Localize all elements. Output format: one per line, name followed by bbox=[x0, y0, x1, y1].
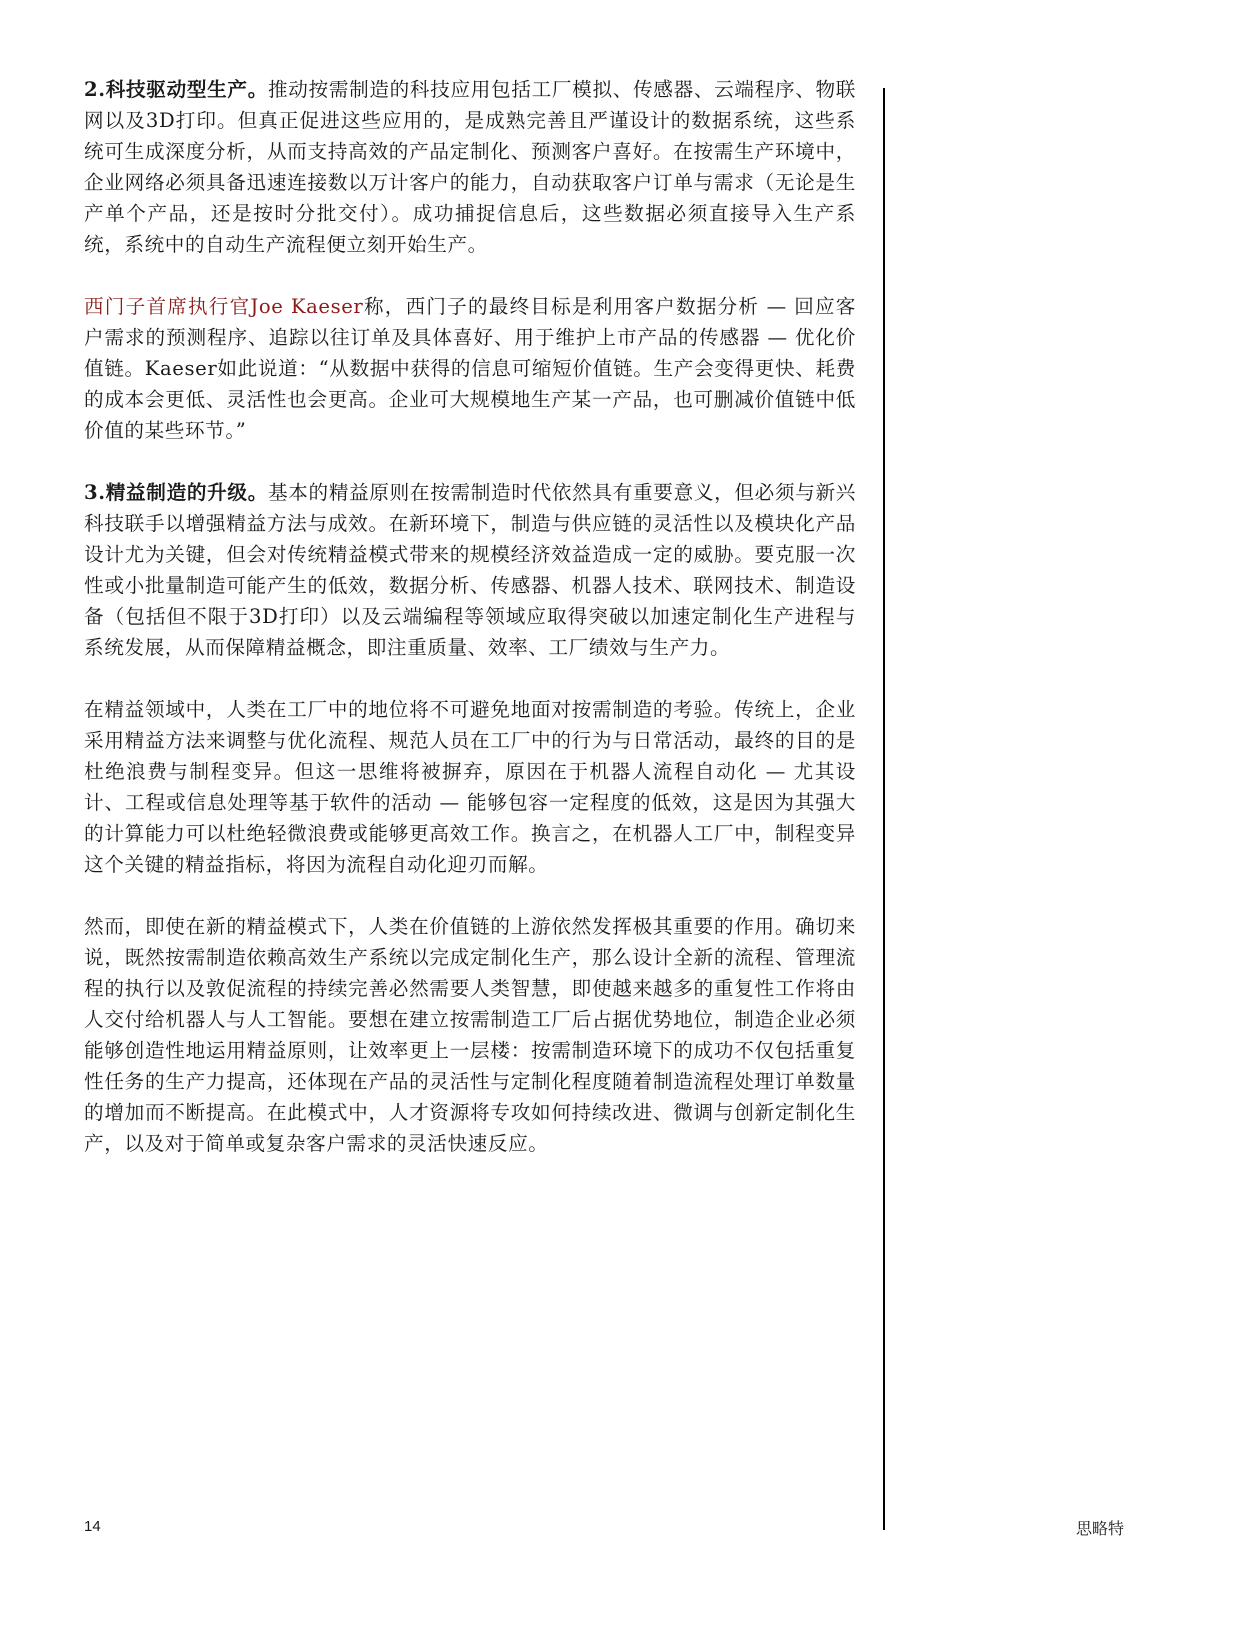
paragraph-text: 基本的精益原则在按需制造时代依然具有重要意义，但必须与新兴科技联手以增强精益方法与成效。在新环境下，制造与供应链的灵活性以及模块化产品设计尤为关键，但会对传统精益模式带来的规模经济效益造成一定的威胁。要克服一次性或小批量制造可能产生的低效，数据分析、传感器、机器人技术、联网技术、制造设备（包括但不限于3D打印）以及云端编程等领域应取得突破以加速定制化生产进程与系统发展，从而保障精益概念，即注重质量、效率、工厂绩效与生产力。 bbox=[84, 481, 856, 659]
section-heading-2: 2.科技驱动型生产。 bbox=[84, 78, 268, 101]
section-heading-3: 3.精益制造的升级。 bbox=[84, 481, 268, 504]
vertical-divider bbox=[883, 88, 885, 1530]
brand-name: 思略特 bbox=[1076, 1521, 1125, 1538]
paragraph-lean-upgrade bbox=[84, 477, 856, 663]
paragraph-human-value-chain bbox=[84, 911, 856, 1159]
paragraph-text: 然而，即使在新的精益模式下，人类在价值链的上游依然发挥极其重要的作用。确切来说，既然按需制造依赖高效生产系统以完成定制化生产，那么设计全新的流程、管理流程的执行以及敦促流程的持续完善必然需要人类智慧，即使越来越多的重复性工作将由人交付给机器人与人工智能。要想在建立按需制造工厂后占据优势地位，制造企业必须能够创造性地运用精益原则，让效率更上一层楼：按需制造环境下的成功不仅包括重复性任务的生产力提高，还体现在产品的灵活性与定制化程度随着制造流程处理订单数量的增加而不断提高。在此模式中，人才资源将专攻如何持续改进、微调与创新定制化生产，以及对于简单或复杂客户需求的灵活快速反应。 bbox=[84, 915, 856, 1155]
paragraph-text: 推动按需制造的科技应用包括工厂模拟、传感器、云端程序、物联网以及3D打印。但真正促进这些应用的，是成熟完善且严谨设计的数据系统，这些系统可生成深度分析，从而支持高效的产品定制化、预测客户喜好。在按需生产环境中，企业网络必须具备迅速连接数以万计客户的能力，自动获取客户订单与需求（无论是生产单个产品，还是按时分批交付）。成功捕捉信息后，这些数据必须直接导入生产系统，系统中的自动生产流程便立刻开始生产。 bbox=[84, 78, 856, 256]
paragraph-siemens-quote bbox=[84, 291, 856, 446]
paragraph-human-role-lean bbox=[84, 694, 856, 880]
paragraph-tech-driven-production bbox=[84, 74, 856, 260]
article-body bbox=[84, 74, 856, 1190]
page-number: 14 bbox=[84, 1518, 101, 1535]
paragraph-text: 在精益领域中，人类在工厂中的地位将不可避免地面对按需制造的考验。传统上，企业采用精益方法来调整与优化流程、规范人员在工厂中的行为与日常活动，最终的目的是杜绝浪费与制程变异。但这一思维将被摒弃，原因在于机器人流程自动化 — 尤其设计、工程或信息处理等基于软件的活动 — 能够包容一定程度的低效，这是因为其强大的计算能力可以杜绝轻微浪费或能够更高效工作。换言之，在机器人工厂中，制程变异这个关键的精益指标，将因为流程自动化迎刃而解。 bbox=[84, 698, 856, 876]
paragraph-text: 称，西门子的最终目标是利用客户数据分析 — 回应客户需求的预测程序、追踪以往订单及具体喜好、用于维护上市产品的传感器 — 优化价值链。Kaeser如此说道：“从数据中获得的信息可缩短价值链。生产会变得更快、耗费的成本会更低、灵活性也会更高。企业可大规模地生产某一产品，也可删减价值链中低价值的某些环节。” bbox=[84, 295, 856, 442]
ceo-link[interactable]: 西门子首席执行官Joe Kaeser bbox=[84, 295, 364, 318]
